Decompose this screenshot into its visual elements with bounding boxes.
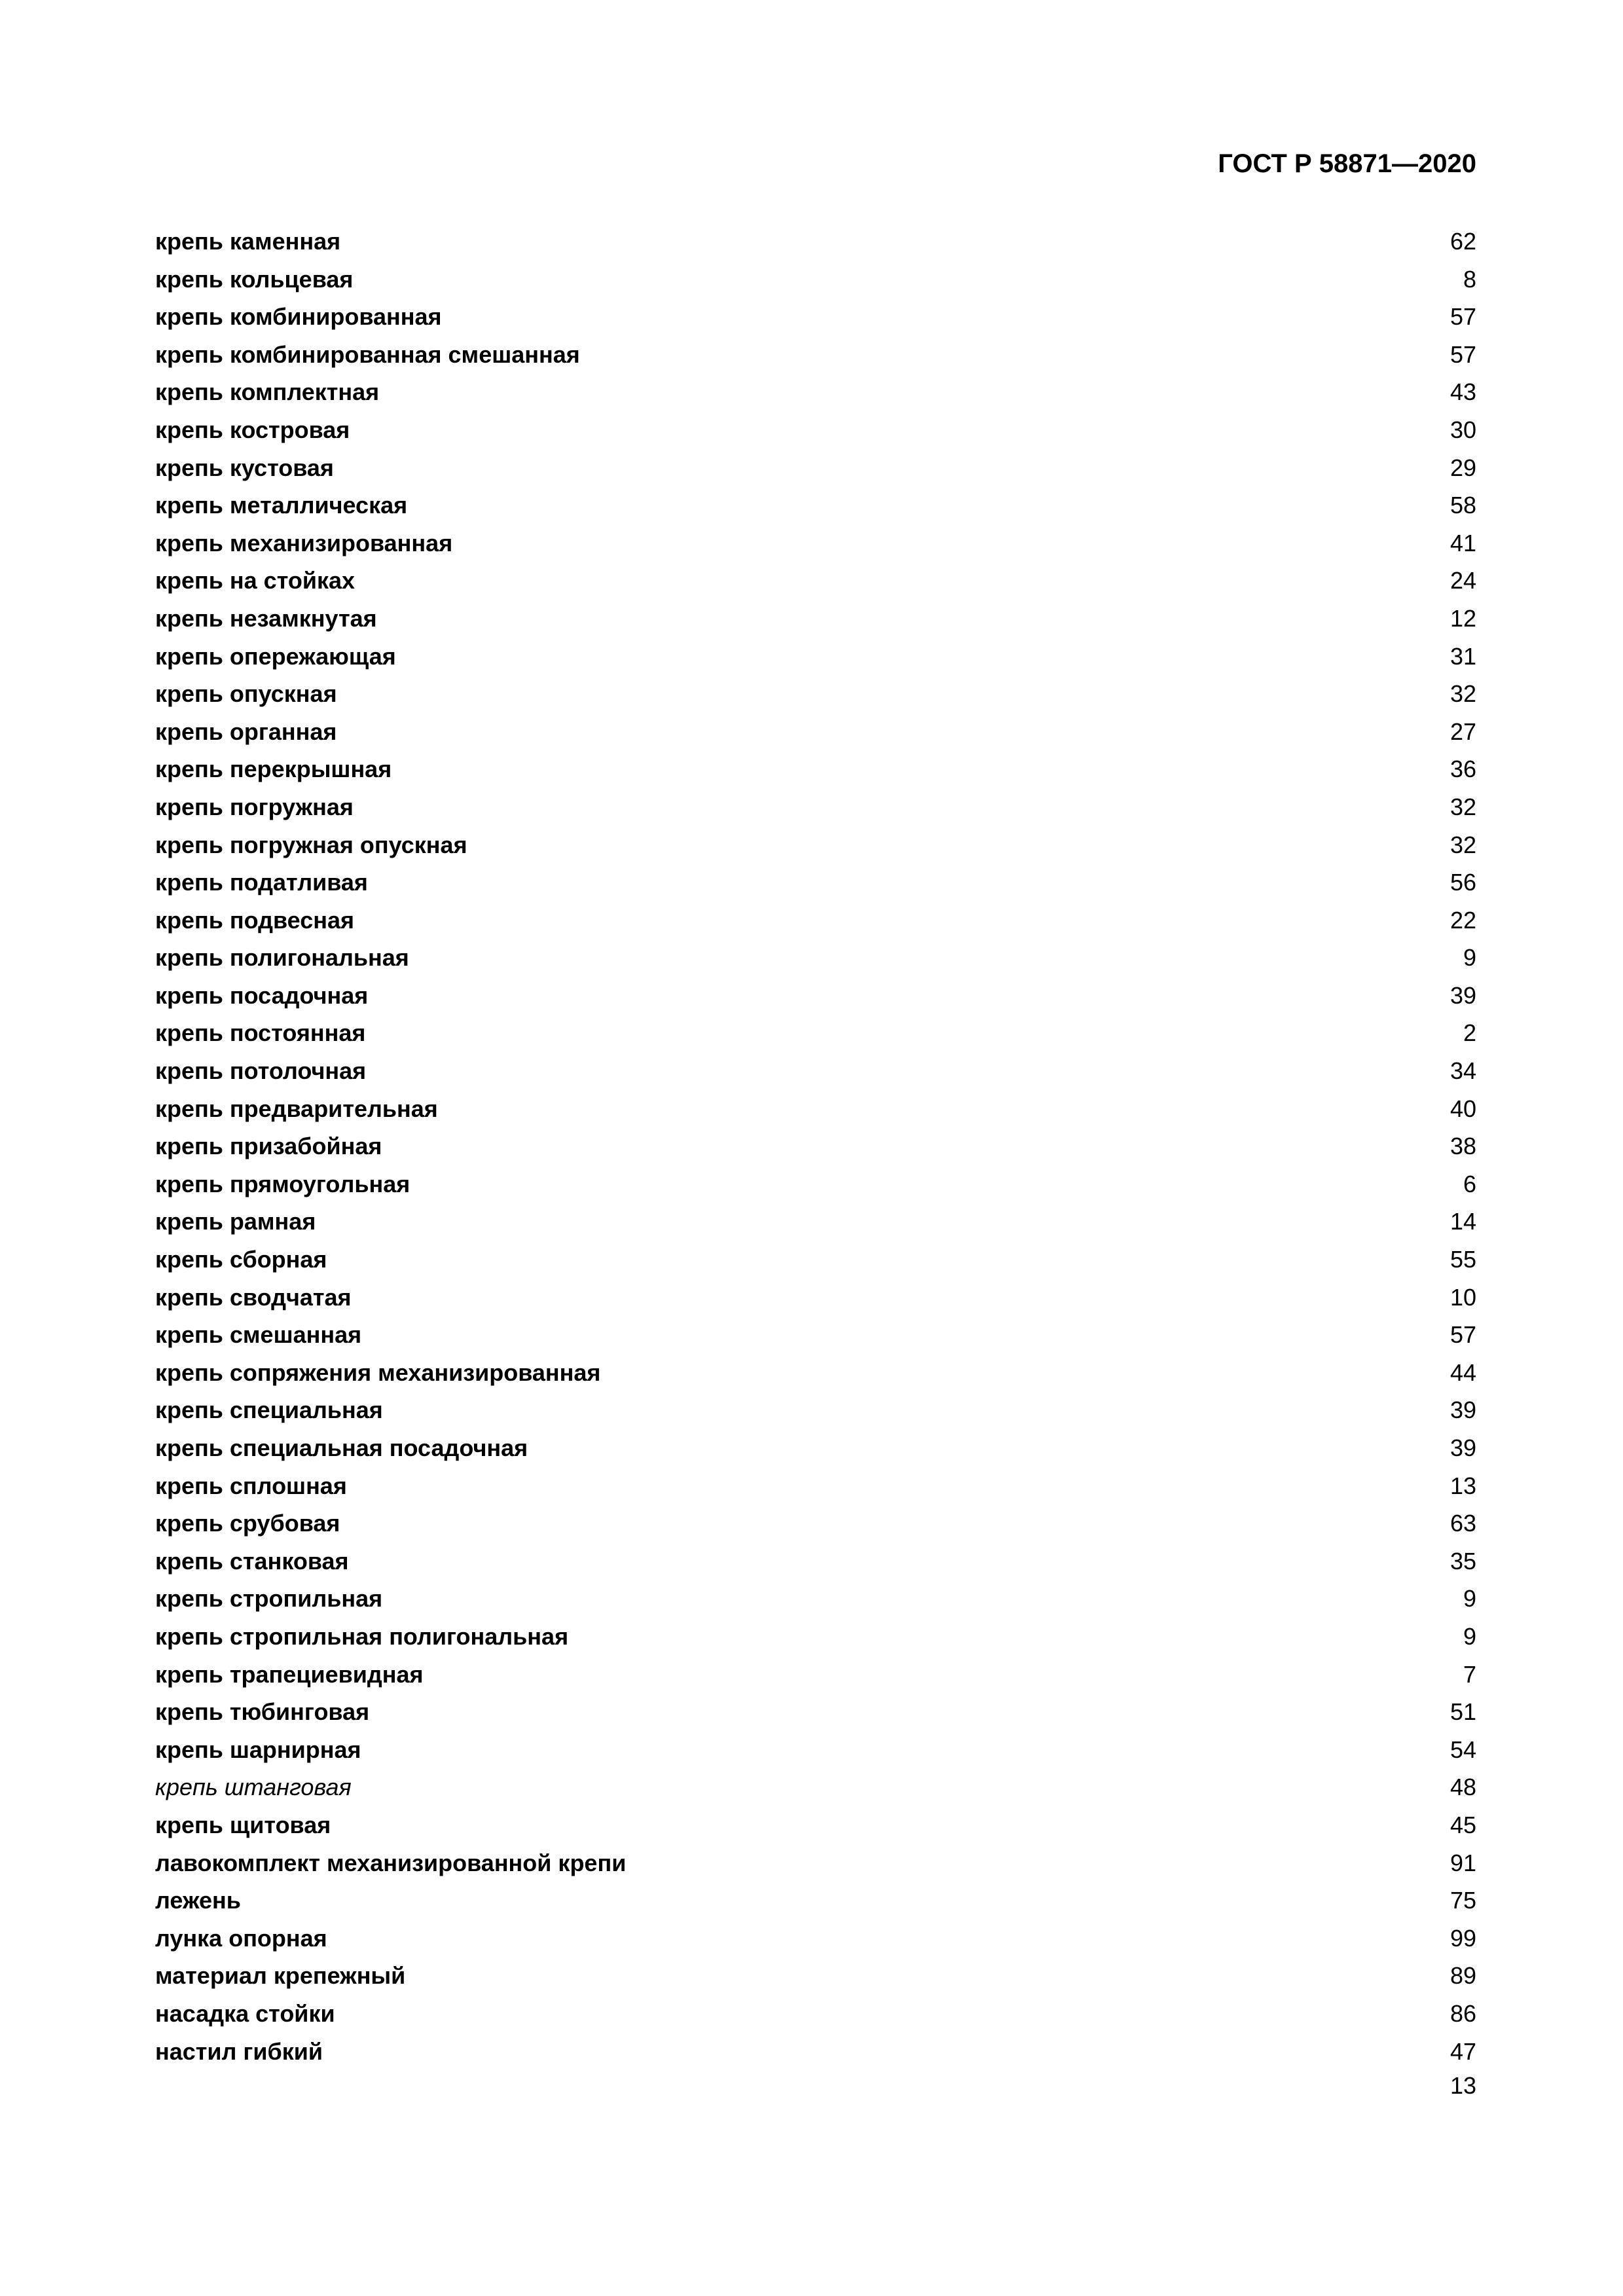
index-page-ref: 99 xyxy=(1450,1924,1476,1952)
index-page-ref: 89 xyxy=(1450,1962,1476,1990)
index-row xyxy=(155,1203,1476,1241)
index-row xyxy=(155,826,1476,864)
index-row xyxy=(155,1580,1476,1618)
index-page-ref: 32 xyxy=(1450,680,1476,708)
index-row xyxy=(155,1656,1476,1694)
index-row xyxy=(155,750,1476,788)
index-page-ref: 27 xyxy=(1450,718,1476,745)
index-term: крепь тюбинговая xyxy=(155,1698,370,1726)
index-row xyxy=(155,1882,1476,1920)
index-term: крепь смешанная xyxy=(155,1321,362,1349)
index-page-ref: 55 xyxy=(1450,1246,1476,1273)
index-page-ref: 43 xyxy=(1450,378,1476,406)
index-row xyxy=(155,1957,1476,1995)
index-row xyxy=(155,298,1476,336)
page-number: 13 xyxy=(1450,2072,1476,2099)
index-row xyxy=(155,486,1476,524)
index-term: крепь предварительная xyxy=(155,1095,438,1122)
index-row xyxy=(155,675,1476,713)
index-row xyxy=(155,1165,1476,1203)
index-page-ref: 57 xyxy=(1450,1321,1476,1349)
index-row xyxy=(155,1618,1476,1656)
index-row xyxy=(155,1542,1476,1580)
index-row xyxy=(155,600,1476,638)
index-term: крепь механизированная xyxy=(155,529,453,556)
index-row xyxy=(155,223,1476,261)
index-term: крепь сводчатая xyxy=(155,1283,352,1311)
index-row xyxy=(155,638,1476,676)
index-term: крепь постоянная xyxy=(155,1019,366,1047)
index-page-ref: 38 xyxy=(1450,1133,1476,1160)
index-page-ref: 9 xyxy=(1463,1622,1476,1650)
index-page-ref: 62 xyxy=(1450,228,1476,255)
index-page-ref: 91 xyxy=(1450,1849,1476,1876)
index-page-ref: 13 xyxy=(1450,1472,1476,1499)
index-page-ref: 12 xyxy=(1450,604,1476,632)
index-row xyxy=(155,939,1476,977)
index-page-ref: 48 xyxy=(1450,1774,1476,1801)
index-term: крепь сборная xyxy=(155,1246,327,1273)
index-term: крепь податливая xyxy=(155,869,368,896)
index-term: крепь подвесная xyxy=(155,906,355,934)
index-row xyxy=(155,713,1476,751)
index-term: лежень xyxy=(155,1887,241,1914)
index-term: крепь призабойная xyxy=(155,1133,382,1160)
index-row xyxy=(155,977,1476,1015)
index-row xyxy=(155,562,1476,600)
index-row xyxy=(155,1279,1476,1317)
index-term: крепь посадочная xyxy=(155,981,369,1009)
index-term: крепь погружная опускная xyxy=(155,831,467,858)
index-row xyxy=(155,1429,1476,1467)
index-page-ref: 24 xyxy=(1450,567,1476,594)
index-page-ref: 2 xyxy=(1463,1019,1476,1047)
index-page-ref: 39 xyxy=(1450,1434,1476,1461)
index-term: крепь штанговая xyxy=(155,1774,352,1801)
index-term: крепь перекрышная xyxy=(155,756,392,783)
index-page-ref: 45 xyxy=(1450,1811,1476,1838)
index-page-ref: 40 xyxy=(1450,1095,1476,1122)
index-term: крепь комбинированная xyxy=(155,303,442,331)
index-term: крепь специальная посадочная xyxy=(155,1434,528,1461)
index-row xyxy=(155,1920,1476,1958)
index-page-ref: 39 xyxy=(1450,981,1476,1009)
index-page-ref: 9 xyxy=(1463,1585,1476,1613)
index-term: крепь потолочная xyxy=(155,1057,367,1085)
index-term: крепь прямоугольная xyxy=(155,1170,410,1197)
index-page-ref: 14 xyxy=(1450,1208,1476,1235)
index-term: крепь костровая xyxy=(155,416,350,443)
index-term: крепь каменная xyxy=(155,228,341,255)
index-page-ref: 54 xyxy=(1450,1736,1476,1763)
index-row xyxy=(155,1052,1476,1090)
index-term: крепь незамкнутая xyxy=(155,604,377,632)
index-term: крепь комбинированная смешанная xyxy=(155,340,580,368)
index-row xyxy=(155,524,1476,562)
index-term: крепь органная xyxy=(155,718,337,745)
index-page-ref: 7 xyxy=(1463,1660,1476,1688)
index-page-ref: 41 xyxy=(1450,529,1476,556)
index-term: крепь стропильная полигональная xyxy=(155,1622,569,1650)
index-row xyxy=(155,864,1476,902)
index-row xyxy=(155,2033,1476,2071)
index-row xyxy=(155,1844,1476,1882)
index-row xyxy=(155,1354,1476,1392)
index-page-ref: 32 xyxy=(1450,831,1476,858)
index-row xyxy=(155,1090,1476,1128)
index-term: материал крепежный xyxy=(155,1962,406,1990)
index-page-ref: 86 xyxy=(1450,1999,1476,2027)
index-page-ref: 57 xyxy=(1450,340,1476,368)
index-term: крепь стропильная xyxy=(155,1585,383,1613)
index-page-ref: 29 xyxy=(1450,454,1476,481)
index-page-ref: 57 xyxy=(1450,303,1476,331)
index-page-ref: 8 xyxy=(1463,265,1476,293)
index-row xyxy=(155,1391,1476,1429)
index-term: настил гибкий xyxy=(155,2037,323,2065)
index-term: крепь станковая xyxy=(155,1547,349,1575)
index-row xyxy=(155,1768,1476,1806)
index-page-ref: 32 xyxy=(1450,793,1476,820)
index-term: крепь погружная xyxy=(155,793,354,820)
index-row xyxy=(155,411,1476,449)
document-code: ГОСТ Р 58871—2020 xyxy=(1218,149,1476,178)
index-page-ref: 58 xyxy=(1450,492,1476,519)
index-term: крепь опускная xyxy=(155,680,337,708)
index-term: лунка опорная xyxy=(155,1924,327,1952)
index-term: крепь щитовая xyxy=(155,1811,331,1838)
index-row xyxy=(155,1731,1476,1769)
index-page-ref: 44 xyxy=(1450,1358,1476,1386)
index-row xyxy=(155,1693,1476,1731)
index-page-ref: 47 xyxy=(1450,2037,1476,2065)
index-row xyxy=(155,261,1476,299)
index-page-ref: 31 xyxy=(1450,642,1476,670)
index-page-ref: 9 xyxy=(1463,944,1476,972)
term-index-list xyxy=(155,223,1476,2070)
index-page-ref: 34 xyxy=(1450,1057,1476,1085)
index-term: крепь трапециевидная xyxy=(155,1660,424,1688)
index-term: крепь шарнирная xyxy=(155,1736,361,1763)
index-term: крепь рамная xyxy=(155,1208,316,1235)
index-row xyxy=(155,336,1476,374)
index-term: крепь полигональная xyxy=(155,944,409,972)
index-term: крепь кустовая xyxy=(155,454,334,481)
index-term: крепь опережающая xyxy=(155,642,396,670)
index-term: крепь металлическая xyxy=(155,492,408,519)
index-term: крепь сплошная xyxy=(155,1472,347,1499)
index-row xyxy=(155,788,1476,826)
index-row xyxy=(155,1316,1476,1354)
index-row xyxy=(155,1241,1476,1279)
index-term: крепь специальная xyxy=(155,1396,383,1424)
index-row xyxy=(155,902,1476,939)
index-term: крепь кольцевая xyxy=(155,265,354,293)
index-page-ref: 22 xyxy=(1450,906,1476,934)
index-term: крепь на стойках xyxy=(155,567,356,594)
index-row xyxy=(155,449,1476,487)
index-row xyxy=(155,1504,1476,1542)
index-term: крепь срубовая xyxy=(155,1510,340,1537)
index-page-ref: 75 xyxy=(1450,1887,1476,1914)
index-page-ref: 35 xyxy=(1450,1547,1476,1575)
index-page-ref: 51 xyxy=(1450,1698,1476,1726)
index-page-ref: 63 xyxy=(1450,1510,1476,1537)
index-page-ref: 39 xyxy=(1450,1396,1476,1424)
index-row xyxy=(155,1467,1476,1505)
index-term: лавокомплект механизированной крепи xyxy=(155,1849,627,1876)
index-page-ref: 36 xyxy=(1450,756,1476,783)
index-row xyxy=(155,1806,1476,1844)
index-term: насадка стойки xyxy=(155,1999,335,2027)
index-row xyxy=(155,373,1476,411)
index-page-ref: 30 xyxy=(1450,416,1476,443)
index-row xyxy=(155,1014,1476,1052)
index-term: крепь комплектная xyxy=(155,378,380,406)
index-page-ref: 6 xyxy=(1463,1170,1476,1197)
index-page-ref: 56 xyxy=(1450,869,1476,896)
index-page-ref: 10 xyxy=(1450,1283,1476,1311)
index-row xyxy=(155,1995,1476,2033)
index-term: крепь сопряжения механизированная xyxy=(155,1358,601,1386)
index-row xyxy=(155,1127,1476,1165)
